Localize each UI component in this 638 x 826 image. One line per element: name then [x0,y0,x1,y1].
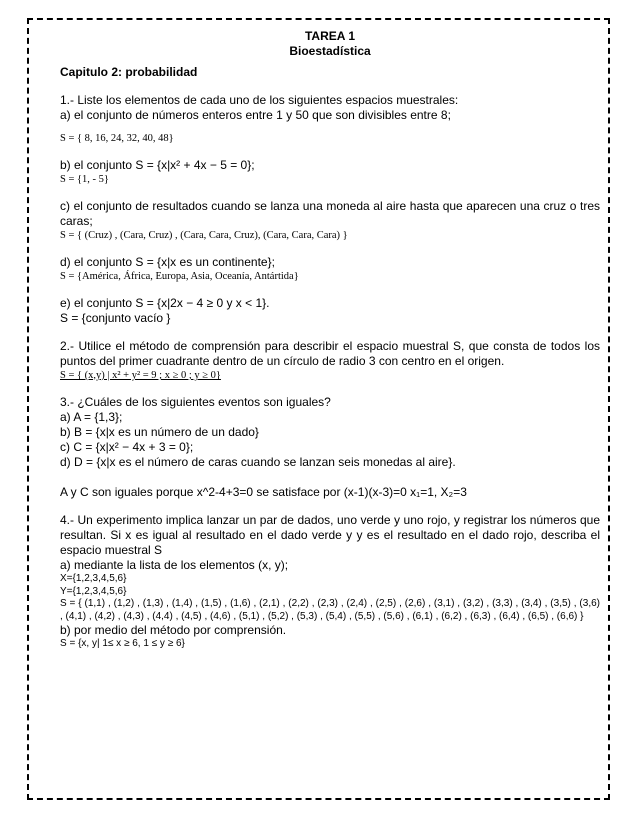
q3-d: d) D = {x|x es el número de caras cuando se lanzan seis monedas al aire}. [60,455,456,469]
q1c-text: c) el conjunto de resultados cuando se lanza una moneda al aire hasta que aparecen una cruz o tres caras; [60,199,600,228]
q1d-answer: S = {América, África, Europa, Asia, Oceanía, Antártida} [60,271,299,282]
q4-a: a) mediante la lista de los elementos (x, y); [60,558,289,572]
q3-answer: A y C son iguales porque x^2-4+3=0 se satisface por (x-1)(x-3)=0 x₁=1, X₂=3 [60,485,467,499]
q1c-answer: S = { (Cruz) , (Cara, Cruz) , (Cara, Cara, Cruz), (Cara, Cara, Cara) } [60,230,348,241]
q1a-text: a) el conjunto de números enteros entre 1 y 50 que son divisibles entre 8; [60,108,451,122]
q4-pairs: S = { (1,1) , (1,2) , (1,3) , (1,4) , (1,5) , (1,6) , (2,1) , (2,2) , (2,3) , (2,4) , (2,5) , (2,6) , (3,1) , (3,2) , (3,3) , (3,4) , (3,5) , (3,6) , (4,1) , (4,2) , (4,3) , (4,4) , (4,5) , (4,6) , (5,1) , (5,2) , (5,3) , (5,4) , (5,5) , (5,6) , (6,1) , (6,2) , (6,3) , (6,4) , (6,5) , (6,6) } [60,598,600,622]
q3-c: c) C = {x|x² − 4x + 3 = 0}; [60,440,194,454]
q3-b: b) B = {x|x es un número de un dado} [60,425,259,439]
q3-intro: 3.- ¿Cuáles de los siguientes eventos son iguales? [60,395,331,409]
q4-b-answer: S = {x, y| 1≤ x ≥ 6, 1 ≤ y ≥ 6} [60,638,185,649]
q3-a: a) A = {1,3}; [60,410,123,424]
q1-intro: 1.- Liste los elementos de cada uno de los siguientes espacios muestrales: [60,93,459,107]
q4-text: 4.- Un experimento implica lanzar un par de dados, uno verde y uno rojo, y registrar los números que resultan. Si x es igual al resultado en el dado verde y y es el resultado en el dado rojo, describa el espacio muestral S [60,513,600,557]
q2-answer: S = { (x,y) | x² + y² = 9 ; x ≥ 0 ; y ≥ 0} [60,370,221,381]
q1b-answer: S = {1, - 5} [60,174,109,185]
document-subtitle: Bioestadística [289,44,371,58]
q4-b: b) por medio del método por comprensión. [60,623,287,637]
q4-y-list: Y={1,2,3,4,5,6} [60,585,127,597]
q1b-text: b) el conjunto S = {x|x² + 4x − 5 = 0}; [60,158,255,172]
q1a-answer: S = { 8, 16, 24, 32, 40, 48} [60,133,174,144]
q1e-text: e) el conjunto S = {x|2x − 4 ≥ 0 y x < 1}. [60,296,270,310]
document-body [60,29,600,651]
document-title: TAREA 1 [304,29,355,43]
q1d-text: d) el conjunto S = {x|x es un continente}; [60,255,275,269]
q1e-answer: S = {conjunto vacío } [60,311,171,325]
q2-text: 2.- Utilice el método de comprensión para describir el espacio muestral S, que consta de todos los puntos del primer cuadrante dentro de un círculo de radio 3 con centro en el origen. [60,339,600,368]
chapter-heading: Capitulo 2: probabilidad [60,65,198,79]
q4-x-list: X={1,2,3,4,5,6} [60,573,127,584]
